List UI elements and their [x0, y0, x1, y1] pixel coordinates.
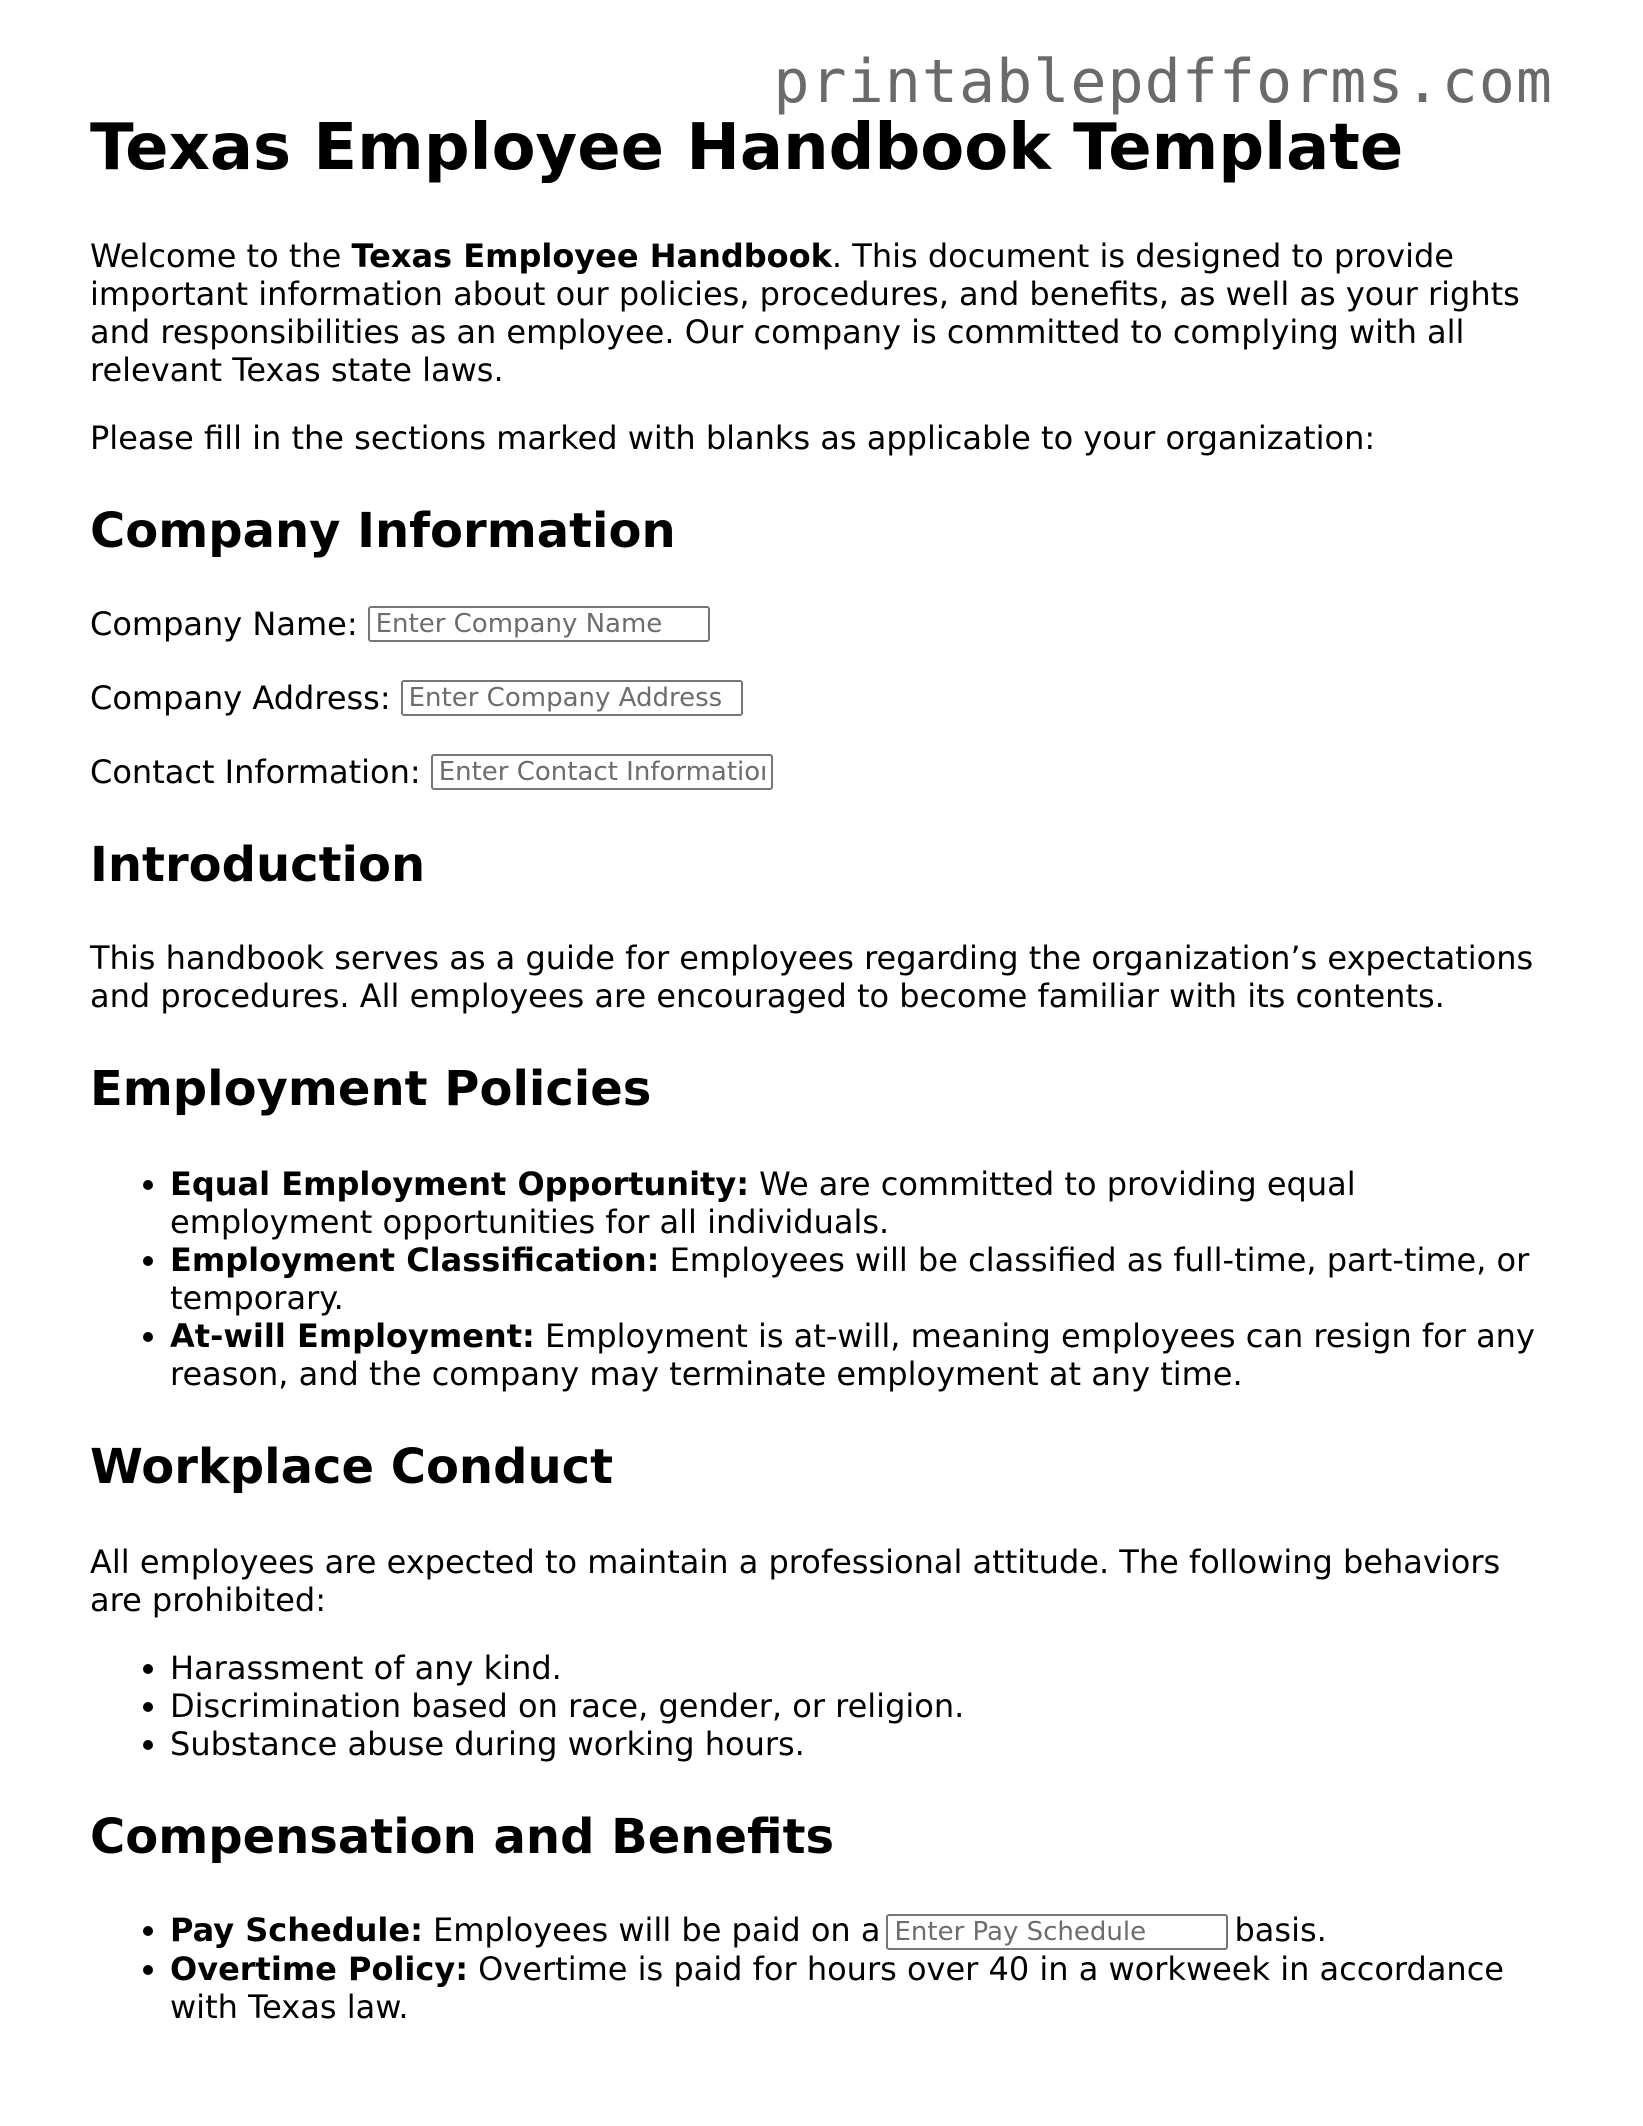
intro-prefix: Welcome to the	[90, 236, 352, 275]
company-name-label: Company Name:	[90, 604, 358, 643]
introduction-text: This handbook serves as a guide for employees regarding the organization’s expectations and procedures. All employees are encouraged to become familiar with its contents.	[90, 938, 1534, 1015]
intro-paragraph	[90, 237, 1550, 389]
workplace-conduct-text: All employees are expected to maintain a professional attitude. The following behaviors are prohibited:	[90, 1542, 1501, 1619]
pay-schedule-input[interactable]	[886, 1914, 1228, 1950]
company-name-row	[90, 605, 1550, 643]
policy-term: Employment Classification:	[170, 1240, 660, 1279]
employment-policies-heading: Employment Policies	[90, 1060, 652, 1117]
pay-schedule-term: Pay Schedule:	[170, 1910, 423, 1949]
list-item: • Discrimination based on race, gender, or religion.	[170, 1687, 1550, 1725]
list-item: • Substance abuse during working hours.	[170, 1725, 1550, 1763]
employment-policies-list	[90, 1165, 1550, 1393]
list-item	[170, 1165, 1550, 1241]
company-address-input[interactable]	[401, 680, 743, 716]
contact-info-input[interactable]	[431, 754, 773, 790]
contact-info-row	[90, 753, 1550, 791]
list-item	[170, 1911, 1550, 1950]
policy-text: Employees will be classified as full-time, part-time, or temporary.	[170, 1240, 1530, 1317]
overtime-term: Overtime Policy:	[170, 1949, 468, 1988]
list-item	[170, 1317, 1550, 1393]
contact-info-label: Contact Information:	[90, 752, 421, 791]
list-item: • Harassment of any kind.	[170, 1649, 1550, 1687]
overtime-text: Overtime is paid for hours over 40 in a workweek in accordance with Texas law.	[170, 1949, 1504, 2026]
pay-schedule-suffix: basis.	[1234, 1910, 1327, 1949]
company-name-input[interactable]	[368, 606, 710, 642]
company-address-row	[90, 679, 1550, 717]
compensation-list	[90, 1911, 1550, 2026]
policy-term: At-will Employment:	[170, 1316, 535, 1355]
intro-bold: Texas Employee Handbook	[351, 236, 832, 275]
workplace-conduct-heading: Workplace Conduct	[90, 1438, 614, 1495]
company-address-label: Company Address:	[90, 678, 391, 717]
policy-text: We are committed to providing equal employment opportunities for all individuals.	[170, 1164, 1356, 1241]
fill-note: Please fill in the sections marked with blanks as applicable to your organization:	[90, 418, 1376, 457]
intro-suffix: . This document is designed to provide important information about our policies, procedures, and benefits, as well as your rights and responsibilities as an employee. Our company is committed to complying with all relevant Texas state laws.	[90, 236, 1520, 389]
list-item	[170, 1241, 1550, 1317]
page-title: Texas Employee Handbook Template	[90, 111, 1404, 185]
prohibited-behaviors-list	[90, 1649, 1550, 1763]
company-info-heading: Company Information	[90, 502, 676, 559]
compensation-heading: Compensation and Benefits	[90, 1808, 835, 1865]
pay-schedule-prefix: Employees will be paid on a	[422, 1910, 881, 1949]
document-page	[90, 110, 1550, 2026]
policy-text: Employment is at-will, meaning employees can resign for any reason, and the company may terminate employment at any time.	[170, 1316, 1535, 1393]
list-item	[170, 1950, 1550, 2026]
company-fields	[90, 605, 1550, 791]
watermark: printablepdfforms.com	[773, 47, 1553, 117]
introduction-heading: Introduction	[90, 836, 426, 893]
policy-term: Equal Employment Opportunity:	[170, 1164, 749, 1203]
